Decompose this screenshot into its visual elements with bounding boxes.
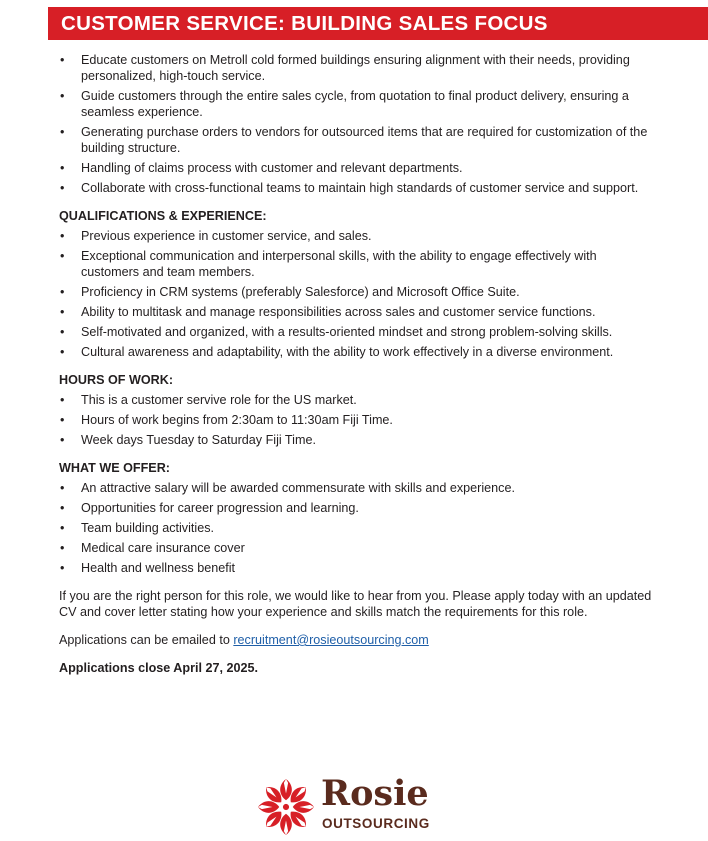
bullet-icon: • — [60, 305, 65, 319]
responsibilities-list — [59, 52, 657, 196]
bullet-icon: • — [60, 89, 65, 103]
list-item: • Proficiency in CRM systems (preferably Salesforce) and Microsoft Office Suite. — [60, 285, 520, 299]
list-item: • Guide customers through the entire sales cycle, from quotation to final product delivery, ensuring a seamless experience. — [60, 89, 629, 119]
closing-date: Applications close April 27, 2025. — [59, 661, 259, 675]
logo-subtitle: OUTSOURCING — [322, 816, 430, 831]
qualifications-list — [59, 228, 657, 360]
bullet-icon: • — [60, 433, 65, 447]
list-item: • Self-motivated and organized, with a results-oriented mindset and strong problem-solving skills. — [60, 325, 613, 339]
list-item: • Medical care insurance cover — [60, 541, 245, 555]
bullet-icon: • — [60, 229, 65, 243]
list-item: • Previous experience in customer service, and sales. — [60, 229, 372, 243]
hours-list — [59, 392, 657, 448]
bullet-icon: • — [60, 561, 65, 575]
list-item: • Hours of work begins from 2:30am to 11:30am Fiji Time. — [60, 413, 393, 427]
list-item: • Educate customers on Metroll cold formed buildings ensuring alignment with their needs, providing personalized, high-touch service. — [60, 53, 630, 83]
logo-name: Rosie — [321, 773, 429, 814]
email-prefix: Applications can be emailed to — [59, 633, 234, 647]
list-item: • Opportunities for career progression and learning. — [60, 501, 359, 515]
list-item: • This is a customer servive role for the US market. — [60, 393, 357, 407]
hours-heading: HOURS OF WORK: — [59, 373, 174, 387]
flower-star-logo-icon — [257, 778, 315, 836]
bullet-icon: • — [60, 521, 65, 535]
list-item: • Generating purchase orders to vendors for outsourced items that are required for customization of the building structure. — [60, 125, 648, 155]
bullet-icon: • — [60, 345, 65, 359]
bullet-icon: • — [60, 413, 65, 427]
apply-paragraph: If you are the right person for this role, we would like to hear from you. Please apply today with an updated CV and cover letter stating how your experience and skills match the requirements for this role. — [59, 589, 652, 619]
offer-list — [59, 480, 657, 576]
list-item: • An attractive salary will be awarded commensurate with skills and experience. — [60, 481, 515, 495]
list-item: • Exceptional communication and interpersonal skills, with the ability to engage effectively with customers and team members. — [60, 249, 597, 279]
list-item: • Health and wellness benefit — [60, 561, 236, 575]
email-line — [59, 632, 657, 648]
bullet-icon: • — [60, 161, 65, 175]
job-description — [59, 52, 657, 676]
bullet-icon: • — [60, 53, 65, 67]
list-item: • Collaborate with cross-functional teams to maintain high standards of customer service and support. — [60, 181, 639, 195]
list-item: • Ability to multitask and manage responsibilities across sales and customer service functions. — [60, 305, 596, 319]
rosie-outsourcing-logo — [257, 773, 457, 836]
bullet-icon: • — [60, 481, 65, 495]
qualifications-heading: QUALIFICATIONS & EXPERIENCE: — [59, 209, 267, 223]
bullet-icon: • — [60, 285, 65, 299]
bullet-icon: • — [60, 125, 65, 139]
page-title: CUSTOMER SERVICE: BUILDING SALES FOCUS — [61, 11, 548, 35]
list-item: • Cultural awareness and adaptability, with the ability to work effectively in a diverse environment. — [60, 345, 614, 359]
list-item: • Handling of claims process with customer and relevant departments. — [60, 161, 463, 175]
list-item: • Week days Tuesday to Saturday Fiji Time. — [60, 433, 316, 447]
bullet-icon: • — [60, 501, 65, 515]
bullet-icon: • — [60, 181, 65, 195]
bullet-icon: • — [60, 393, 65, 407]
bullet-icon: • — [60, 325, 65, 339]
email-link[interactable]: recruitment@rosieoutsourcing.com — [233, 633, 429, 647]
list-item: • Team building activities. — [60, 521, 214, 535]
offer-heading: WHAT WE OFFER: — [59, 461, 170, 475]
title-banner — [48, 7, 708, 40]
bullet-icon: • — [60, 249, 65, 263]
bullet-icon: • — [60, 541, 65, 555]
